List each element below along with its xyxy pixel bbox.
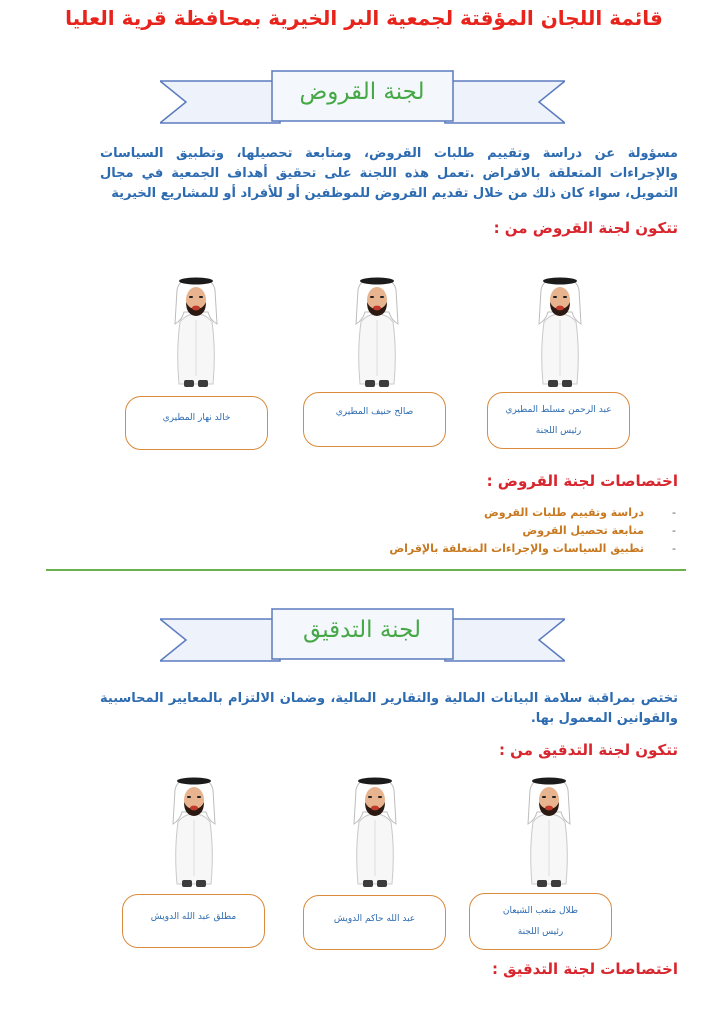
task-text: تطبيق السياسات والإجراءات المتعلقة بالإقراض [389,542,644,555]
audit-tasks-heading: اختصاصات لجنة التدقيق : [491,960,678,978]
page-title: قائمة اللجان المؤقتة لجمعية البر الخيرية بمحافظة قرية العليا [65,6,663,30]
list-item [276,540,676,558]
saudi-man-figure-icon [519,776,579,891]
audit-members-heading: تتكون لجنة التدقيق من : [498,741,678,759]
task-text: متابعة تحصيل القروض [522,524,644,537]
member-name: عبد الرحمن مسلط المطيري [505,405,612,415]
loans-member-card [487,392,630,449]
saudi-man-figure-icon [164,776,224,891]
loans-ribbon-banner [160,67,565,137]
list-item [276,504,676,522]
task-text: دراسة وتقييم طلبات القروض [483,506,644,519]
member-name: طلال متعب الشيعان [502,906,579,916]
member-name: صالح حنيف المطيري [335,407,414,417]
audit-description: تختص بمراقبة سلامة البيانات المالية والتقارير المالية، وضمان الالتزام بالمعايير المحاسبية والقوانين المعمول بها. [100,691,678,726]
saudi-man-figure-icon [530,276,590,391]
member-name: عبد الله حاكم الدويش [333,914,416,924]
loans-tasks-heading: اختصاصات لجنة القروض : [486,472,678,490]
audit-ribbon-banner [160,605,565,675]
loans-description: مسؤولة عن دراسة وتقييم طلبات القروض، ومتابعة تحصيلها، وتطبيق السياسات والإجراءات المتعلقة بالاقراض .تعمل هذه اللجنة على تحقيق أهداف الجمعية في مجال التمويل، سواء كان ذلك من خلال تقديم القروض للموظفين أو للأفراد أو للمشاريع الخيرية [100,146,678,201]
loans-member-card [303,392,446,447]
member-name: خالد نهار المطيري [162,413,231,423]
bullet-dash: - [672,506,676,519]
bullet-dash: - [672,524,676,537]
audit-member-card [469,893,612,950]
section-divider [46,569,686,571]
audit-committee-title: لجنة التدقيق [303,617,421,643]
audit-member-card [122,894,265,948]
loans-member-card [125,396,268,450]
loans-committee-title: لجنة القروض [299,79,425,105]
saudi-man-figure-icon [166,276,226,391]
audit-member-card [303,895,446,950]
member-role: رئيس اللجنة [517,927,564,937]
saudi-man-figure-icon [345,776,405,891]
bullet-dash: - [672,542,676,555]
member-role: رئيس اللجنة [535,426,582,436]
saudi-man-figure-icon [347,276,407,391]
member-name: مطلق عبد الله الدويش [150,912,237,922]
loans-members-heading: تتكون لجنة القروض من : [493,219,678,237]
loans-tasks-list [276,504,676,558]
list-item [276,522,676,540]
